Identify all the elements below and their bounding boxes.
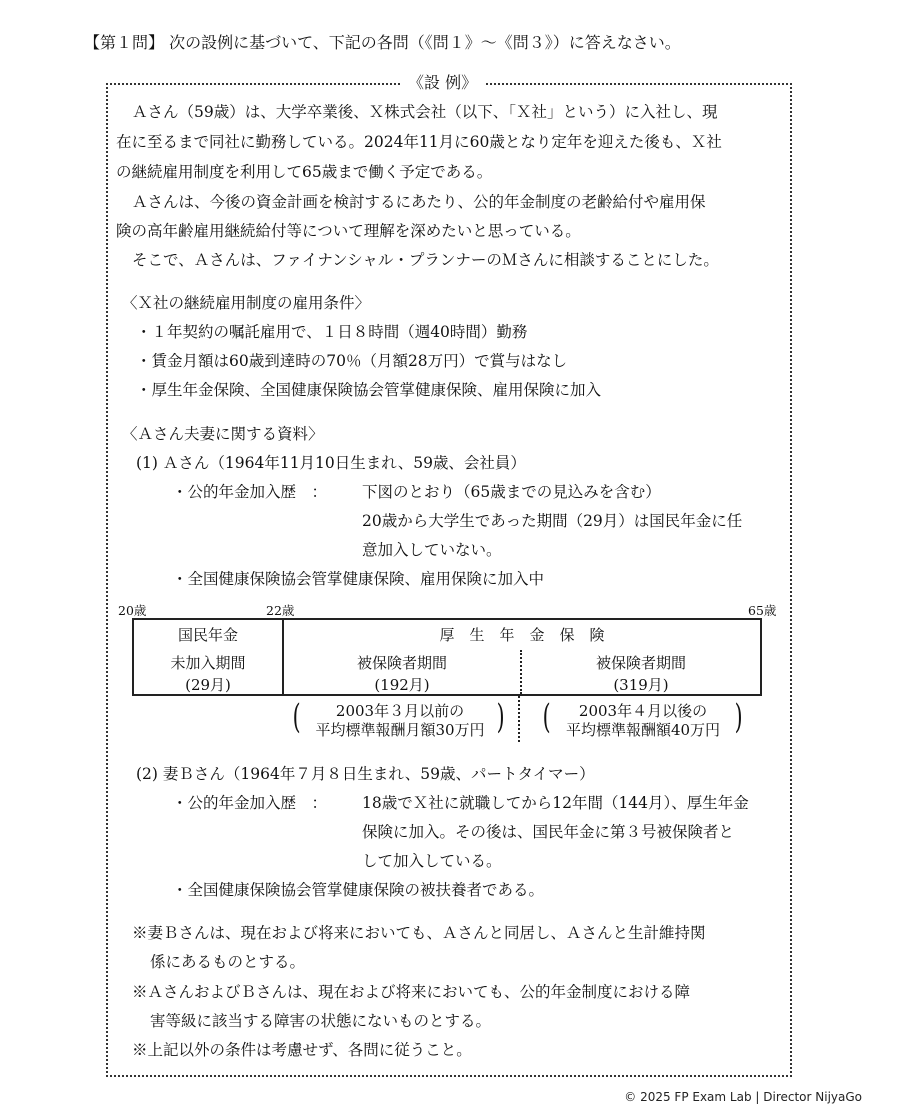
a-pension-line: 意加入していない。 [362, 541, 502, 559]
age-22-label: 22歳 [266, 603, 295, 618]
conditions-title: 〈Ｘ社の継続雇用制度の雇用条件〉 [122, 294, 371, 312]
note-line: 2003年３月以前の [335, 702, 465, 720]
condition-item: ・賃金月額は60歳到達時の70％（月額28万円）で賞与はなし [136, 352, 568, 370]
hihoken-months-2: (319月) [613, 676, 669, 694]
couple-title: 〈Ａさん夫妻に関する資料〉 [122, 425, 324, 443]
paren: ) [734, 697, 743, 737]
b-pension-label: ・公的年金加入歴 ： [172, 794, 328, 812]
hihoken-period-1: 被保険者期間 [356, 654, 447, 672]
b-health: ・全国健康保険協会管掌健康保険の被扶養者である。 [172, 881, 545, 899]
intro-line: Ａさんは、今後の資金計画を検討するにあたり、公的年金制度の老齢給付や雇用保 [132, 193, 706, 211]
paren: ) [496, 697, 505, 737]
a-pension-line: 下図のとおり（65歳までの見込みを含む） [362, 483, 661, 501]
copyright: © 2025 FP Exam Lab | Director NijyaGo [624, 1090, 862, 1104]
a-pension-line: 20歳から大学生であった期間（29月）は国民年金に任 [362, 512, 743, 530]
note-after-2003 [552, 702, 734, 740]
note-line: ※上記以外の条件は考慮せず、各問に従うこと。 [132, 1041, 472, 1059]
b-pension-line: して加入している。 [362, 852, 502, 870]
note-line: ※妻Ｂさんは、現在および将来においても、Ａさんと同居し、Ａさんと生計維持関 [132, 924, 706, 942]
b-header: (2) 妻Ｂさん（1964年７月８日生まれ、59歳、パートタイマー） [136, 765, 595, 783]
note-line: 平均標準報酬額40万円 [565, 721, 721, 739]
kokumin-months: (29月) [185, 676, 231, 694]
intro-line: の継続雇用制度を利用して65歳まで働く予定である。 [116, 163, 493, 181]
hihoken-period-2: 被保険者期間 [595, 654, 686, 672]
hihoken-months-1: (192月) [374, 676, 430, 694]
intro-line: そこで、Ａさんは、ファイナンシャル・プランナーのＭさんに相談することにした。 [132, 251, 719, 269]
note-line: 平均標準報酬月額30万円 [315, 721, 485, 739]
condition-item: ・厚生年金保険、全国健康保険協会管掌健康保険、雇用保険に加入 [136, 381, 602, 399]
age-65-label: 65歳 [748, 603, 777, 618]
paren: ( [292, 697, 301, 737]
intro-line: 険の高年齢雇用継続給付等について理解を深めたいと思っている。 [116, 222, 581, 240]
kokumin-period: 未加入期間 [170, 654, 246, 672]
a-health: ・全国健康保険協会管掌健康保険、雇用保険に加入中 [172, 570, 545, 588]
question-heading: 【第１問】 次の設例に基づいて、下記の各問（《問１》～《問３》）に答えなさい。 [84, 33, 681, 52]
case-title: 《設 例》 [400, 70, 485, 93]
paren: ( [542, 697, 551, 737]
b-pension-line: 保険に加入。その後は、国民年金に第３号被保険者と [362, 823, 735, 841]
age-20-label: 20歳 [118, 603, 147, 618]
a-pension-label: ・公的年金加入歴 ： [172, 483, 328, 501]
kokumin-label: 国民年金 [177, 626, 238, 644]
pension-history-table [132, 618, 762, 696]
note-line: 2003年４月以後の [578, 702, 708, 720]
intro-line: 在に至るまで同社に勤務している。2024年11月に60歳となり定年を迎えた後も、Ｘ社 [116, 133, 722, 151]
note-line: 係にあるものとする。 [150, 953, 306, 971]
b-pension-line: 18歳でＸ社に就職してから12年間（144月）、厚生年金 [362, 794, 749, 812]
condition-item: ・１年契約の嘱託雇用で、１日８時間（週40時間）勤務 [136, 323, 528, 341]
note-line: 害等級に該当する障害の状態にないものとする。 [150, 1012, 492, 1030]
note-before-2003 [302, 702, 498, 740]
intro-line: Ａさん（59歳）は、大学卒業後、Ｘ株式会社（以下、「Ｘ社」という）に入社し、現 [132, 103, 718, 121]
divider-2003-ext [518, 696, 520, 742]
a-header: (1) Ａさん（1964年11月10日生まれ、59歳、会社員） [136, 454, 526, 472]
note-line: ※ＡさんおよびＢさんは、現在および将来においても、公的年金制度における障 [132, 983, 691, 1001]
kosei-label: 厚 生 年 金 保 険 [439, 626, 605, 644]
